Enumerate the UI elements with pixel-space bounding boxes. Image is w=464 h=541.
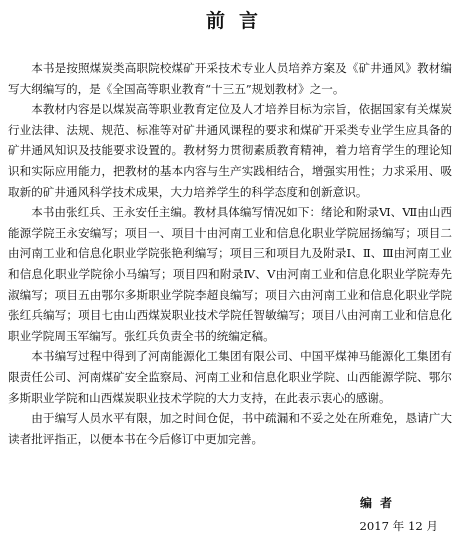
paragraph-authors: 本书由张红兵、王永安任主编。教材具体编写情况如下：绪论和附录Ⅵ、Ⅶ由山西能源学院王永安编写；项目一、项目十由河南工业和信息化职业学院屈扬编写；项目二由河南工业和信息化职业学院张艳利编写；项目三和项目九及附录Ⅰ、Ⅱ、Ⅲ由河南工业和信息化职业学院徐小马编写；项目四和附录Ⅳ、Ⅴ由河南工业和信息化职业学院寿先淑编写；项目五由鄂尔多斯职业学院李超良编写；项目六由河南工业和信息化职业学院张红兵编写；项目七由山西煤炭职业技术学院任智敏编写；项目八由河南工业和信息化职业学院周玉军编写。张红兵负责全书的统编定稿。 <box>8 205 453 343</box>
signature-date: 2017 年 12 月 <box>359 519 438 533</box>
page-title: 前言 <box>205 10 272 32</box>
paragraph-purpose: 本书是按照煤炭类高职院校煤矿开采技术专业人员培养方案及《矿井通风》教材编写大纲编写的，是《全国高等职业教育“十三五”规划教材》之一。 <box>8 61 452 96</box>
preface-body <box>8 58 452 449</box>
paragraph-disclaimer: 由于编写人员水平有限，加之时间仓促，书中疏漏和不妥之处在所难免，恳请广大读者批评指正，以便本书在今后修订中更加完善。 <box>8 411 452 446</box>
paragraph-content: 本教材内容是以煤炭高等职业教育定位及人才培养目标为宗旨，依据国家有关煤炭行业法律、法规、规范、标准等对矿井通风课程的要求和煤矿开采类专业学生应具备的矿井通风知识及技能要求设置的。教材努力贯彻素质教育精神，着力培育学生的理论知识和实际应用能力，把教材的基本内容与生产实践相结合，增强实用性；力求采用、吸取新的矿井通风科学技术成果，大力培养学生的科学态度和创新意识。 <box>8 102 452 199</box>
signature-author: 编者 <box>359 496 400 510</box>
paragraph-acknowledgements: 本书编写过程中得到了河南能源化工集团有限公司、中国平煤神马能源化工集团有限责任公司、河南煤矿安全监察局、河南工业和信息化职业学院、山西能源学院、鄂尔多斯职业学院和山西煤炭职业技术学院的大力支持，在此表示衷心的感谢。 <box>8 349 452 405</box>
